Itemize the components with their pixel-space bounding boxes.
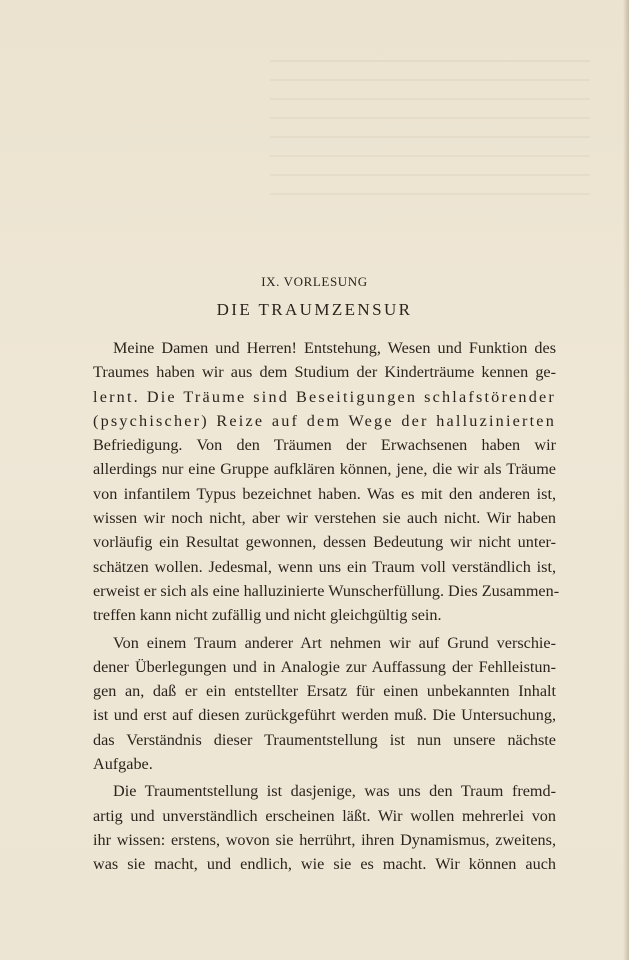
- text-line: lernt. Die Träume sind Beseitigungen schlafstörender: [93, 387, 556, 406]
- page-edge-shadow: [623, 0, 629, 960]
- chapter-title: DIE TRAUMZENSUR: [216, 300, 413, 319]
- text-line: Befriedigung. Von den Träumen der Erwachsenen haben wir: [93, 436, 556, 455]
- text-line: treffen kann nicht zufällig und nicht gleichgültig sein.: [93, 606, 442, 625]
- text-line: wissen wir noch nicht, aber wir verstehen sie auch nicht. Wir haben: [93, 509, 556, 528]
- text-line: Meine Damen und Herren! Entstehung, Wesen und Funktion des: [113, 339, 556, 357]
- show-through-text: [270, 60, 590, 210]
- lecture-number: IX. VORLESUNG: [261, 274, 368, 289]
- text-line: dener Überlegungen und in Analogie zur Auffassung der Fehlleistun-: [93, 657, 556, 676]
- text-line: Von einem Traum anderer Art nehmen wir auf Grund verschie-: [113, 633, 556, 652]
- text-line: schätzen wollen. Jedesmal, wenn uns ein Traum voll verständlich ist,: [93, 557, 556, 576]
- text-line: Aufgabe.: [93, 755, 153, 774]
- text-line: artig und unverständlich erscheinen läßt. Wir wollen mehrerlei von: [93, 806, 556, 825]
- text-line: Die Traumentstellung ist dasjenige, was uns den Traum fremd-: [113, 782, 556, 801]
- text-line: ihr wissen: erstens, wovon sie herrührt, ihren Dynamismus, zweitens,: [93, 830, 556, 849]
- text-line: von infantilem Typus bezeichnet haben. Was es mit den anderen ist,: [93, 484, 556, 503]
- text-line: erweist er sich als eine halluzinierte Wunscherfüllung. Dies Zusammen-: [93, 581, 560, 600]
- text-line: was sie macht, und endlich, wie sie es macht. Wir können auch: [93, 855, 556, 874]
- paragraph-2: [93, 631, 556, 777]
- paragraph-1: [93, 336, 560, 628]
- body-text: [93, 336, 560, 877]
- text-line: gen an, daß er ein entstellter Ersatz für einen unbekannten Inhalt: [93, 682, 556, 701]
- text-line: ist und erst auf diesen zurückgeführt werden muß. Die Untersuchung,: [93, 706, 556, 725]
- text-line: Traumes haben wir aus dem Studium der Kinderträume kennen ge-: [93, 363, 556, 382]
- text-line: allerdings nur eine Gruppe aufklären können, jene, die wir als Träume: [93, 460, 556, 479]
- text-line: das Verständnis dieser Traumentstellung ist nun unsere nächste: [93, 730, 556, 749]
- text-line: vorläufig ein Resultat gewonnen, dessen Bedeutung wir nicht unter-: [93, 533, 556, 552]
- text-line: (psychischer) Reize auf dem Wege der halluzinierten: [93, 411, 556, 430]
- paragraph-3: [93, 779, 556, 876]
